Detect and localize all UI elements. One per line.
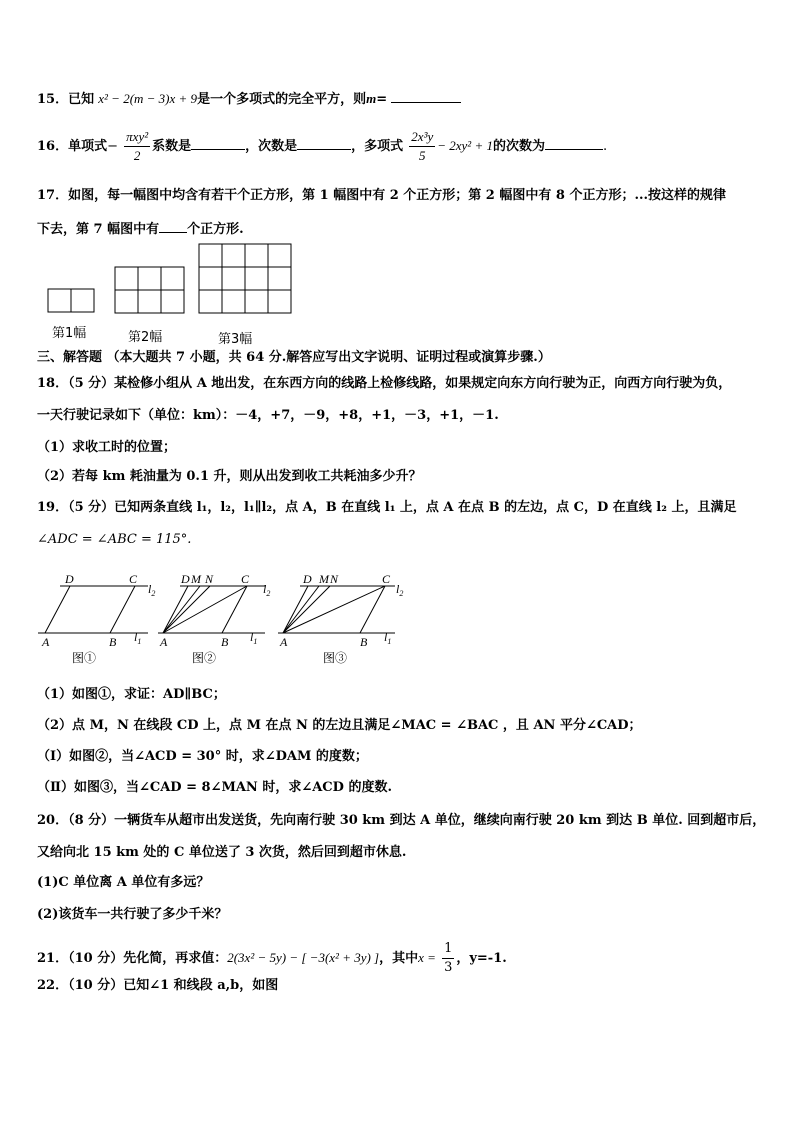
label-B: B <box>221 635 229 649</box>
label-D: D <box>303 572 312 586</box>
label-D: D <box>65 572 74 586</box>
label-A: A <box>160 635 168 649</box>
label-M: M <box>191 572 201 586</box>
figure-3-grid <box>199 244 291 313</box>
q16-text-5: 的次数为 <box>492 139 545 154</box>
label-l1: $l_1$ <box>384 630 392 646</box>
figure-caption: 图③ <box>323 651 348 665</box>
figure-caption: 图① <box>72 651 97 665</box>
question-20-sub-1: (1)C 单位离 A 单位有多远？ <box>37 875 210 890</box>
question-19-line-2: ∠ADC = ∠ABC = 115°. <box>37 532 192 547</box>
question-19-line-1: 19．（5 分）已知两条直线 l₁，l₂，l₁∥l₂，点 A，B 在直线 l₁ 上，点 A 在点 B 的左边，点 C，D 在直线 l₂ 上，且满足 <box>37 500 737 515</box>
question-18-line-1: 18．（5 分）某检修小组从 A 地出发，在东西方向的线路上检修线路，如果规定向东方向行驶为正，向西方向行驶为负， <box>37 376 732 391</box>
answer-blank-coefficient[interactable] <box>191 135 245 150</box>
label-M: M <box>319 572 329 586</box>
question-20-line-2: 又给向北 15 km 处的 C 单位送了 3 次货，然后回到超市休息. <box>37 845 407 860</box>
q15-expression: x² − 2(m − 3)x + 9 <box>98 91 198 106</box>
figure-captions <box>72 651 347 665</box>
q16-text: 单项式 <box>68 139 108 154</box>
figure-3 <box>278 586 395 633</box>
figure-caption: 图② <box>192 651 217 665</box>
answer-blank[interactable] <box>391 88 461 103</box>
q15-equals: = <box>376 92 388 107</box>
answer-blank[interactable] <box>159 218 187 233</box>
polynomial-fraction <box>409 128 435 165</box>
question-20-line-1: 20．（8 分）一辆货车从超市出发送货，先向南行驶 30 km 到达 A 单位，继续向南行驶 20 km 到达 B 单位. 回到超市后， <box>37 813 766 828</box>
label-l2: $l_2$ <box>396 582 404 598</box>
label-C: C <box>129 572 138 586</box>
question-19-sub-2a: （Ⅰ）如图②，当∠ACD = 30° 时，求∠DAM 的度数； <box>37 749 368 764</box>
label-C: C <box>382 572 391 586</box>
q21-text-3: ，y=-1. <box>456 951 507 966</box>
question-20-sub-2: (2)该货车一共行驶了多少千米？ <box>37 907 228 922</box>
label-B: B <box>360 635 368 649</box>
label-l2: $l_2$ <box>263 582 271 598</box>
q21-x-equals: x = <box>418 950 436 965</box>
minus-sign: − <box>107 139 119 154</box>
question-number: 15． <box>37 92 69 107</box>
question-18-line-2: 一天行驶记录如下（单位：km）：－4，+7，－9，+8，+1，－3，+1，－1. <box>37 408 499 423</box>
fraction-denominator: 3 <box>444 960 453 975</box>
q16-text-3: ，次数是 <box>245 139 298 154</box>
label-A: A <box>280 635 288 649</box>
question-19-sub-2b: （Ⅱ）如图③，当∠CAD = 8∠MAN 时，求∠ACD 的度数. <box>37 780 392 795</box>
fraction-denominator: 2 <box>133 148 141 163</box>
label-N: N <box>205 572 214 586</box>
figure-2-grid <box>115 267 184 313</box>
q21-expression: 2(3x² − 5y) − [ −3(x² + 3y) ] <box>227 950 380 965</box>
figure-caption-2: 第2幅 <box>128 330 163 345</box>
q15-variable: m <box>366 91 377 106</box>
question-15 <box>37 88 461 110</box>
q15-text: 已知 <box>68 92 95 107</box>
question-18-sub-2: （2）若每 km 耗油量为 0.1 升，则从出发到收工共耗油多少升？ <box>37 469 422 484</box>
question-17-line-1: 17．如图，每一幅图中均含有若干个正方形，第 1 幅图中有 2 个正方形；第 2 幅图中有 8 个正方形；...按这样的规律 <box>37 188 727 203</box>
fraction-numerator: πxy² <box>124 128 150 147</box>
figure-caption-1: 第1幅 <box>52 326 87 341</box>
question-19-sub-2: （2）点 M，N 在线段 CD 上，点 M 在点 N 的左边且满足∠MAC = ∠BAC ，且 AN 平分∠CAD； <box>37 718 642 733</box>
label-l1: $l_1$ <box>250 630 258 646</box>
label-l2: $l_2$ <box>148 582 156 598</box>
fraction-denominator: 5 <box>419 148 426 163</box>
label-C: C <box>241 572 250 586</box>
question-19-sub-1: （1）如图①，求证：AD∥BC； <box>37 687 226 702</box>
figure-2 <box>158 586 265 633</box>
figure-caption-3: 第3幅 <box>218 332 253 347</box>
period: . <box>602 139 608 154</box>
q17-text: 下去，第 7 幅图中有 <box>37 222 160 237</box>
label-D: D <box>181 572 190 586</box>
monomial-fraction <box>124 128 150 165</box>
x-value-fraction <box>442 940 454 977</box>
label-A: A <box>42 635 50 649</box>
section-heading: 三、解答题 （本大题共 7 小题，共 64 分.解答应写出文字说明、证明过程或演算步骤.） <box>37 350 551 365</box>
question-18-sub-1: （1）求收工时的位置； <box>37 440 177 455</box>
question-17-line-2 <box>37 218 244 240</box>
q16-text-2: 系数是 <box>152 139 192 154</box>
fraction-numerator: 2x³y <box>409 128 435 147</box>
question-16 <box>37 128 607 165</box>
q17-text-2: 个正方形. <box>187 222 244 237</box>
q15-text-2: 是一个多项式的完全平方，则 <box>197 92 367 107</box>
figure-1-grid <box>48 289 94 312</box>
answer-blank-degree[interactable] <box>297 135 351 150</box>
label-B: B <box>109 635 117 649</box>
polynomial-rest: − 2xy² + 1 <box>437 138 493 153</box>
q16-text-4: ，多项式 <box>351 139 404 154</box>
label-N: N <box>330 572 339 586</box>
question-number: 16． <box>37 139 69 154</box>
q21-text-2: ，其中 <box>379 951 419 966</box>
geometry-figures <box>30 570 410 670</box>
question-22: 22．（10 分）已知∠1 和线段 a,b，如图 <box>37 978 279 993</box>
figure-labels <box>41 572 403 649</box>
q21-text: 21．（10 分）先化简，再求值： <box>37 951 228 966</box>
question-21 <box>37 940 507 977</box>
label-l1: $l_1$ <box>134 630 142 646</box>
fraction-numerator: 1 <box>442 940 454 959</box>
figure-1 <box>38 586 148 633</box>
answer-blank-poly-degree[interactable] <box>545 135 603 150</box>
